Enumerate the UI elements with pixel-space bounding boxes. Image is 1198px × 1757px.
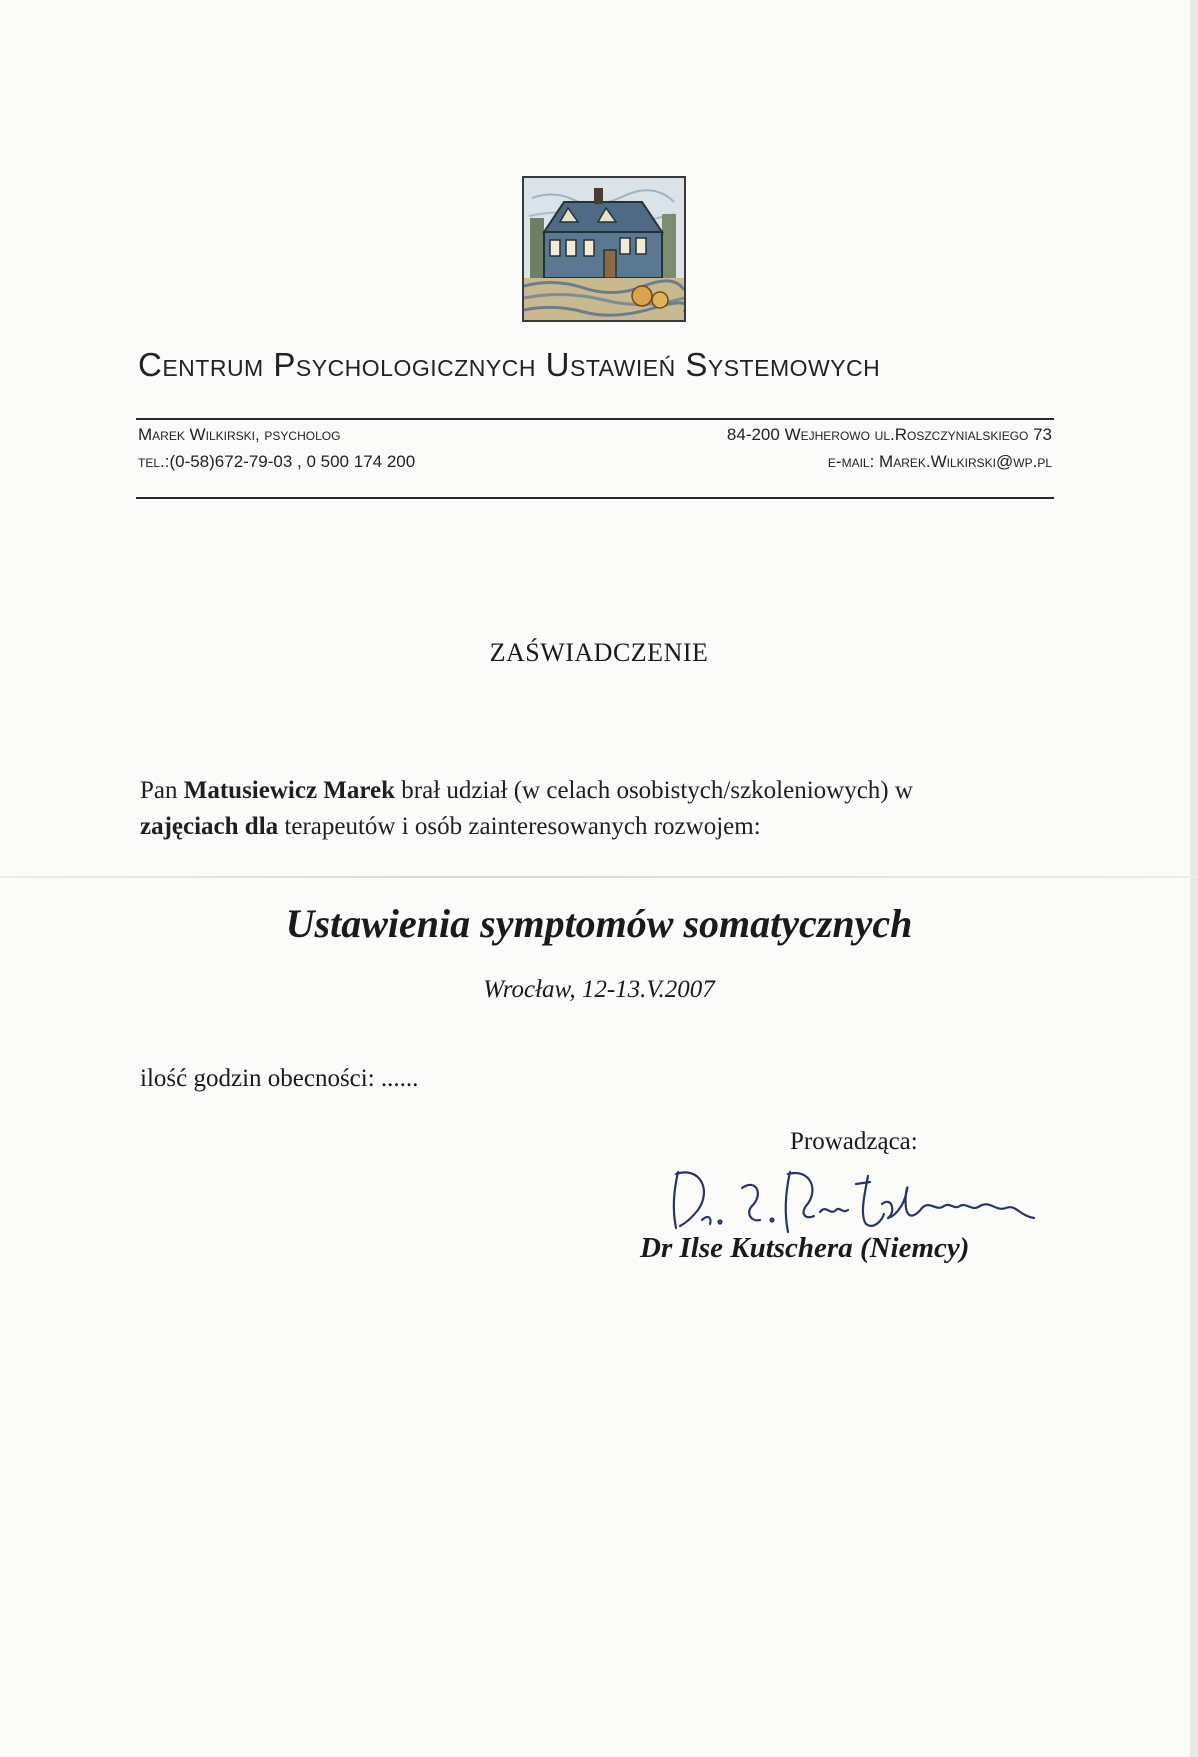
certificate-paragraph [140,773,1060,845]
paper-edge [1190,0,1198,1757]
attendance-hours: ilość godzin obecności: ...... [140,1065,419,1092]
paragraph-text-line1: brał udział (w celach osobistych/szkoleniowych) w [401,777,913,804]
participant-name: Matusiewicz Marek [183,777,396,804]
header-rule-top [136,418,1054,420]
handwritten-signature [660,1160,1080,1240]
signer-name: Dr Ilse Kutschera (Niemcy) [640,1232,970,1264]
contact-name-line: Marek Wilkirski, psycholog [138,425,341,444]
contact-email-line: e-mail: Marek.Wilkirski@wp.pl [827,452,1052,471]
course-title: Ustawienia symptomów somatycznych [285,901,913,946]
place-date: Wrocław, 12-13.V.2007 [483,976,715,1003]
paragraph-text-line2: terapeutów i osób zainteresowanych rozwojem: [284,813,761,840]
role-label: Prowadząca: [790,1128,918,1155]
contact-phone-line: tel.:(0-58)672-79-03 , 0 500 174 200 [138,452,416,471]
organization-name: Centrum Psychologicznych Ustawień Systemowych [138,346,881,383]
house-logo [522,176,686,322]
paragraph-prefix: Pan [140,777,178,804]
header-rule-bottom [136,497,1054,499]
document-title: ZAŚWIADCZENIE [489,638,709,667]
contact-address-line: 84-200 Wejherowo ul.Roszczynialskiego 73 [726,425,1052,444]
paper-fold-line [0,876,1198,878]
paragraph-line2-bold: zajęciach dla [140,813,279,840]
